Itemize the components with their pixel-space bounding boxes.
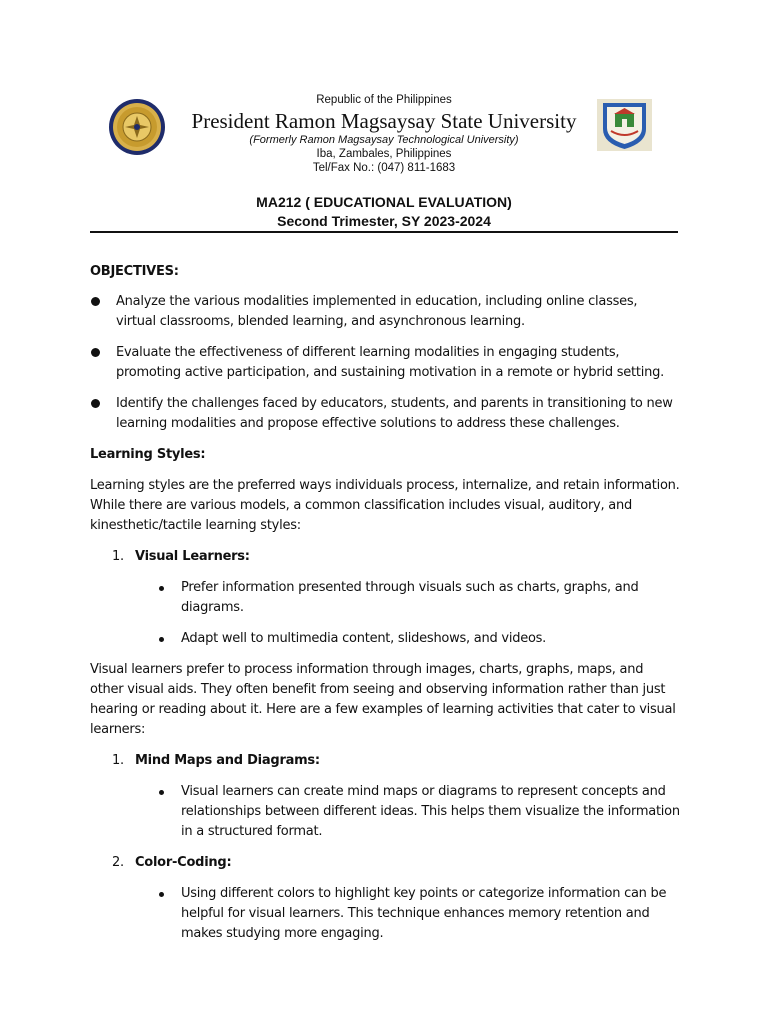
item-number: 1.	[112, 549, 124, 564]
bullet-icon	[159, 637, 164, 642]
objective-text: Evaluate the effectiveness of different learning modalities in engaging students, promoting active participation, and sustaining motivation in a remote or hybrid setting.	[116, 345, 664, 380]
bullet-icon	[91, 399, 100, 408]
sub-bullet-item	[90, 782, 680, 842]
bullet-icon	[91, 348, 100, 357]
bullet-icon	[159, 790, 164, 795]
bullet-icon	[91, 297, 100, 306]
document-body	[90, 262, 680, 955]
republic-line: Republic of the Philippines	[316, 94, 452, 106]
item-number: 1.	[112, 753, 124, 768]
visual-points-list	[90, 578, 680, 649]
color-coding-points-list	[90, 884, 680, 944]
item-title: Visual Learners:	[135, 549, 250, 564]
address-line: Iba, Zambales, Philippines	[316, 148, 452, 160]
sub-bullet-text: Visual learners can create mind maps or diagrams to represent concepts and relationships between different ideas. This helps them visualize the information in a structured format.	[181, 784, 680, 839]
item-number: 2.	[112, 855, 124, 870]
bullet-icon	[159, 586, 164, 591]
learning-styles-heading: Learning Styles:	[90, 447, 206, 462]
numbered-item-mind-maps	[90, 751, 680, 771]
objectives-list	[90, 292, 680, 434]
objective-text: Identify the challenges faced by educators, students, and parents in transitioning to new learning modalities and propose effective solutions to address these challenges.	[116, 396, 673, 431]
sub-bullet-item	[90, 578, 680, 618]
item-title: Mind Maps and Diagrams:	[135, 753, 320, 768]
sub-bullet-text: Adapt well to multimedia content, slideshows, and videos.	[181, 631, 547, 646]
objective-text: Analyze the various modalities implemented in education, including online classes, virtual classrooms, blended learning, and asynchronous learning.	[116, 294, 638, 329]
objective-item	[90, 292, 680, 332]
former-name: (Formerly Ramon Magsaysay Technological University)	[249, 134, 519, 146]
header-divider	[90, 231, 678, 233]
university-name: President Ramon Magsaysay State University	[191, 109, 577, 133]
item-title: Color-Coding:	[135, 855, 232, 870]
objectives-heading: OBJECTIVES:	[90, 264, 179, 279]
learning-styles-intro: Learning styles are the preferred ways individuals process, internalize, and retain information. While there are various models, a common classification includes visual, auditory, and kinesthetic/tactile learning styles:	[90, 478, 680, 533]
sub-bullet-item	[90, 884, 680, 944]
sub-bullet-text: Using different colors to highlight key points or categorize information can be helpful for visual learners. This technique enhances memory retention and makes studying more engaging.	[181, 886, 667, 941]
sub-bullet-item	[90, 629, 680, 649]
sub-bullet-text: Prefer information presented through visuals such as charts, graphs, and diagrams.	[181, 580, 639, 615]
visual-learners-paragraph: Visual learners prefer to process information through images, charts, graphs, maps, and other visual aids. They often benefit from seeing and observing information rather than just hearing or reading about it. Here are a few examples of learning activities that cater to visual learners:	[90, 662, 676, 737]
objective-item	[90, 394, 680, 434]
course-title: MA212 ( EDUCATIONAL EVALUATION)	[256, 194, 512, 210]
term-line: Second Trimester, SY 2023-2024	[277, 213, 491, 229]
numbered-item-color-coding	[90, 853, 680, 873]
mind-maps-points-list	[90, 782, 680, 842]
numbered-item-visual-learners	[90, 547, 680, 567]
objective-item	[90, 343, 680, 383]
bullet-icon	[159, 892, 164, 897]
tel-line: Tel/Fax No.: (047) 811-1683	[312, 162, 456, 174]
